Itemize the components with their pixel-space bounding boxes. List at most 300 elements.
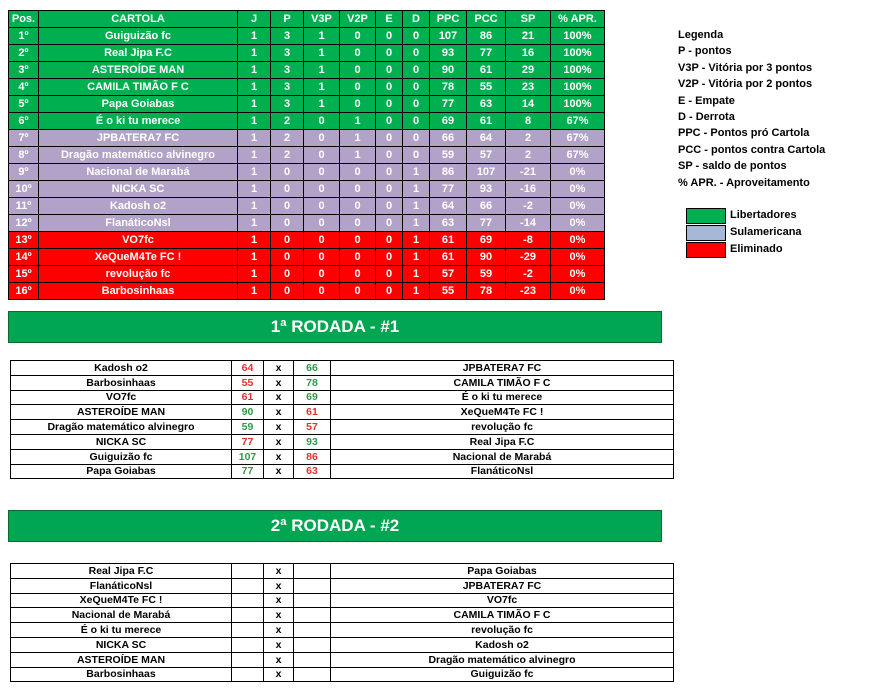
standings-cell-v3p: 1 <box>304 79 340 96</box>
standings-header-cell: V2P <box>340 11 376 28</box>
match-row <box>11 390 674 405</box>
standings-cell-p: 3 <box>271 45 304 62</box>
standings-cell-team: Nacional de Marabá <box>39 164 238 181</box>
standings-cell-team: Dragão matemático alvinegro <box>39 147 238 164</box>
standings-cell-e: 0 <box>376 28 403 45</box>
standings-cell-sp: 21 <box>506 28 551 45</box>
standings-row <box>9 62 605 79</box>
away-team: revolução fc <box>331 420 674 435</box>
legend-line: Legenda <box>678 29 724 41</box>
away-team: Guiguizão fc <box>331 667 674 682</box>
away-score: 61 <box>294 405 331 420</box>
versus-mark: x <box>264 593 294 608</box>
home-team: Real Jipa F.C <box>11 564 232 579</box>
home-score <box>232 667 264 682</box>
standings-cell-e: 0 <box>376 249 403 266</box>
standings-cell-j: 1 <box>238 45 271 62</box>
standings-row <box>9 232 605 249</box>
versus-mark: x <box>264 434 294 449</box>
standings-header-cell: PPC <box>430 11 467 28</box>
standings-cell-apr: 100% <box>551 62 605 79</box>
standings-table <box>8 10 605 300</box>
standings-cell-pcc: 77 <box>467 45 506 62</box>
standings-cell-ppc: 57 <box>430 266 467 283</box>
away-score: 57 <box>294 420 331 435</box>
standings-cell-sp: -29 <box>506 249 551 266</box>
zone-swatch <box>686 242 726 258</box>
versus-mark: x <box>264 361 294 376</box>
standings-cell-ppc: 69 <box>430 113 467 130</box>
standings-cell-p: 0 <box>271 232 304 249</box>
standings-cell-ppc: 64 <box>430 198 467 215</box>
standings-cell-d: 1 <box>403 266 430 283</box>
standings-cell-p: 0 <box>271 283 304 300</box>
home-team: NICKA SC <box>11 637 232 652</box>
standings-cell-ppc: 66 <box>430 130 467 147</box>
away-score <box>294 652 331 667</box>
standings-cell-d: 1 <box>403 232 430 249</box>
standings-cell-v2p: 0 <box>340 249 376 266</box>
standings-cell-ppc: 78 <box>430 79 467 96</box>
away-team: Papa Goiabas <box>331 564 674 579</box>
standings-cell-v2p: 1 <box>340 130 376 147</box>
away-score <box>294 564 331 579</box>
standings-cell-team: FlanáticoNsl <box>39 215 238 232</box>
match-row <box>11 652 674 667</box>
standings-cell-p: 0 <box>271 249 304 266</box>
home-team: Papa Goiabas <box>11 464 232 479</box>
standings-row <box>9 45 605 62</box>
standings-cell-v3p: 0 <box>304 181 340 198</box>
versus-mark: x <box>264 390 294 405</box>
standings-cell-v2p: 0 <box>340 28 376 45</box>
standings-cell-pcc: 63 <box>467 96 506 113</box>
standings-cell-pos: 16º <box>9 283 39 300</box>
standings-cell-e: 0 <box>376 96 403 113</box>
standings-cell-sp: 14 <box>506 96 551 113</box>
standings-cell-v2p: 1 <box>340 113 376 130</box>
legend-line: P - pontos <box>678 45 732 58</box>
standings-cell-j: 1 <box>238 198 271 215</box>
standings-cell-e: 0 <box>376 79 403 96</box>
standings-cell-v2p: 0 <box>340 45 376 62</box>
standings-cell-sp: 29 <box>506 62 551 79</box>
standings-cell-ppc: 55 <box>430 283 467 300</box>
standings-cell-apr: 0% <box>551 215 605 232</box>
versus-mark: x <box>264 375 294 390</box>
versus-mark: x <box>264 405 294 420</box>
standings-cell-team: VO7fc <box>39 232 238 249</box>
standings-cell-e: 0 <box>376 181 403 198</box>
standings-cell-e: 0 <box>376 215 403 232</box>
standings-cell-pcc: 66 <box>467 198 506 215</box>
versus-mark: x <box>264 420 294 435</box>
versus-mark: x <box>264 464 294 479</box>
standings-cell-pcc: 61 <box>467 62 506 79</box>
standings-cell-v3p: 1 <box>304 96 340 113</box>
legend-line: V2P - Vitória por 2 pontos <box>678 78 813 91</box>
away-team: É o ki tu merece <box>331 390 674 405</box>
standings-cell-v2p: 0 <box>340 62 376 79</box>
round2-title: 2ª RODADA - #2 <box>270 516 400 535</box>
match-row <box>11 623 674 638</box>
standings-cell-pcc: 86 <box>467 28 506 45</box>
home-team: FlanáticoNsl <box>11 578 232 593</box>
standings-cell-v3p: 0 <box>304 164 340 181</box>
home-team: VO7fc <box>11 390 232 405</box>
standings-row <box>9 113 605 130</box>
home-score <box>232 593 264 608</box>
standings-cell-p: 3 <box>271 79 304 96</box>
round2-banner <box>8 510 662 542</box>
standings-cell-team: XeQueM4Te FC ! <box>39 249 238 266</box>
legend-line: % APR. - Aproveitamento <box>678 176 810 189</box>
standings-cell-e: 0 <box>376 283 403 300</box>
standings-cell-v2p: 0 <box>340 215 376 232</box>
standings-cell-p: 0 <box>271 164 304 181</box>
standings-cell-apr: 0% <box>551 249 605 266</box>
standings-cell-v3p: 1 <box>304 45 340 62</box>
home-team: Nacional de Marabá <box>11 608 232 623</box>
away-score <box>294 608 331 623</box>
standings-row <box>9 215 605 232</box>
standings-cell-p: 0 <box>271 198 304 215</box>
standings-cell-j: 1 <box>238 232 271 249</box>
standings-cell-pos: 12º <box>9 215 39 232</box>
standings-cell-apr: 100% <box>551 45 605 62</box>
home-team: ASTEROÍDE MAN <box>11 652 232 667</box>
match-row <box>11 449 674 464</box>
standings-cell-d: 1 <box>403 198 430 215</box>
away-score: 66 <box>294 361 331 376</box>
standings-cell-apr: 100% <box>551 79 605 96</box>
standings-cell-e: 0 <box>376 266 403 283</box>
zone-swatch <box>686 225 726 241</box>
away-team: FlanáticoNsl <box>331 464 674 479</box>
standings-cell-team: Real Jipa F.C <box>39 45 238 62</box>
away-score: 63 <box>294 464 331 479</box>
match-row <box>11 464 674 479</box>
standings-cell-pcc: 107 <box>467 164 506 181</box>
standings-cell-ppc: 90 <box>430 62 467 79</box>
standings-cell-v3p: 1 <box>304 28 340 45</box>
match-row <box>11 593 674 608</box>
home-team: Barbosinhaas <box>11 667 232 682</box>
standings-cell-pcc: 61 <box>467 113 506 130</box>
away-team: Dragão matemático alvinegro <box>331 652 674 667</box>
standings-header-cell: V3P <box>304 11 340 28</box>
standings-row <box>9 266 605 283</box>
standings-cell-v3p: 1 <box>304 62 340 79</box>
standings-cell-team: CAMILA TIMÃO F C <box>39 79 238 96</box>
standings-header-cell: PCC <box>467 11 506 28</box>
standings-header-row <box>9 11 605 28</box>
standings-cell-team: ASTEROÍDE MAN <box>39 62 238 79</box>
away-team: XeQueM4Te FC ! <box>331 405 674 420</box>
standings-cell-j: 1 <box>238 79 271 96</box>
round1-matches-table <box>10 360 674 479</box>
standings-cell-p: 2 <box>271 147 304 164</box>
home-score: 55 <box>232 375 264 390</box>
standings-cell-team: JPBATERA7 FC <box>39 130 238 147</box>
standings-cell-d: 1 <box>403 164 430 181</box>
standings-cell-v2p: 0 <box>340 198 376 215</box>
home-score: 64 <box>232 361 264 376</box>
standings-header-cell: % APR. <box>551 11 605 28</box>
standings-cell-d: 0 <box>403 28 430 45</box>
standings-cell-v2p: 0 <box>340 96 376 113</box>
standings-cell-j: 1 <box>238 181 271 198</box>
standings-cell-d: 0 <box>403 45 430 62</box>
standings-cell-pcc: 78 <box>467 283 506 300</box>
standings-header-cell: D <box>403 11 430 28</box>
standings-cell-pos: 8º <box>9 147 39 164</box>
standings-header-cell: SP <box>506 11 551 28</box>
standings-cell-v3p: 0 <box>304 130 340 147</box>
standings-cell-v2p: 1 <box>340 147 376 164</box>
legend-line: PPC - Pontos pró Cartola <box>678 127 810 140</box>
match-row <box>11 375 674 390</box>
standings-cell-p: 3 <box>271 96 304 113</box>
legend-line: SP - saldo de pontos <box>678 160 787 173</box>
legend-line: V3P - Vitória por 3 pontos <box>678 61 813 74</box>
round1-title: 1ª RODADA - #1 <box>270 317 400 336</box>
standings-cell-pcc: 57 <box>467 147 506 164</box>
standings-cell-apr: 67% <box>551 130 605 147</box>
standings-cell-ppc: 86 <box>430 164 467 181</box>
standings-cell-e: 0 <box>376 198 403 215</box>
match-row <box>11 637 674 652</box>
home-score <box>232 623 264 638</box>
standings-cell-p: 0 <box>271 215 304 232</box>
versus-mark: x <box>264 667 294 682</box>
zone-label: Eliminado <box>730 243 783 255</box>
home-team: Barbosinhaas <box>11 375 232 390</box>
home-team: Guiguizão fc <box>11 449 232 464</box>
standings-row <box>9 79 605 96</box>
home-team: É o ki tu merece <box>11 623 232 638</box>
standings-cell-p: 3 <box>271 62 304 79</box>
away-score: 86 <box>294 449 331 464</box>
home-score <box>232 652 264 667</box>
standings-cell-pcc: 90 <box>467 249 506 266</box>
zone-label: Sulamericana <box>730 226 802 238</box>
standings-cell-p: 3 <box>271 28 304 45</box>
standings-cell-ppc: 61 <box>430 249 467 266</box>
standings-cell-d: 0 <box>403 113 430 130</box>
standings-cell-apr: 0% <box>551 232 605 249</box>
standings-cell-sp: -14 <box>506 215 551 232</box>
away-team: Nacional de Marabá <box>331 449 674 464</box>
standings-cell-p: 2 <box>271 113 304 130</box>
standings-cell-apr: 67% <box>551 113 605 130</box>
standings-cell-d: 0 <box>403 96 430 113</box>
away-team: VO7fc <box>331 593 674 608</box>
standings-cell-v3p: 0 <box>304 232 340 249</box>
match-row <box>11 578 674 593</box>
standings-cell-e: 0 <box>376 147 403 164</box>
zone-swatch <box>686 208 726 224</box>
standings-cell-pos: 9º <box>9 164 39 181</box>
standings-cell-d: 0 <box>403 79 430 96</box>
away-score: 93 <box>294 434 331 449</box>
standings-cell-v3p: 0 <box>304 215 340 232</box>
home-score: 77 <box>232 464 264 479</box>
legend-line: D - Derrota <box>678 111 735 123</box>
away-team: JPBATERA7 FC <box>331 361 674 376</box>
versus-mark: x <box>264 652 294 667</box>
standings-header-cell: E <box>376 11 403 28</box>
standings-cell-e: 0 <box>376 232 403 249</box>
standings-cell-ppc: 59 <box>430 147 467 164</box>
standings-row <box>9 28 605 45</box>
away-team: Kadosh o2 <box>331 637 674 652</box>
standings-cell-p: 2 <box>271 130 304 147</box>
standings-cell-pos: 1º <box>9 28 39 45</box>
standings-cell-team: Kadosh o2 <box>39 198 238 215</box>
standings-cell-v2p: 0 <box>340 266 376 283</box>
home-score <box>232 608 264 623</box>
standings-cell-sp: -2 <box>506 266 551 283</box>
home-team: NICKA SC <box>11 434 232 449</box>
standings-cell-v2p: 0 <box>340 283 376 300</box>
home-team: ASTEROÍDE MAN <box>11 405 232 420</box>
away-score: 69 <box>294 390 331 405</box>
home-score <box>232 564 264 579</box>
away-score: 78 <box>294 375 331 390</box>
standings-cell-v2p: 0 <box>340 232 376 249</box>
versus-mark: x <box>264 449 294 464</box>
standings-row <box>9 249 605 266</box>
standings-cell-sp: -16 <box>506 181 551 198</box>
standings-cell-apr: 0% <box>551 181 605 198</box>
standings-cell-d: 0 <box>403 147 430 164</box>
standings-cell-d: 0 <box>403 130 430 147</box>
standings-cell-v3p: 0 <box>304 249 340 266</box>
standings-cell-team: Papa Goiabas <box>39 96 238 113</box>
legend-line: PCC - pontos contra Cartola <box>678 143 826 156</box>
home-team: Dragão matemático alvinegro <box>11 420 232 435</box>
away-score <box>294 623 331 638</box>
standings-cell-sp: -21 <box>506 164 551 181</box>
standings-cell-sp: -8 <box>506 232 551 249</box>
match-row <box>11 405 674 420</box>
home-team: Kadosh o2 <box>11 361 232 376</box>
standings-cell-j: 1 <box>238 113 271 130</box>
away-team: revolução fc <box>331 623 674 638</box>
versus-mark: x <box>264 608 294 623</box>
standings-cell-v3p: 0 <box>304 283 340 300</box>
versus-mark: x <box>264 623 294 638</box>
standings-cell-team: Guiguizão fc <box>39 28 238 45</box>
away-team: Real Jipa F.C <box>331 434 674 449</box>
home-score: 59 <box>232 420 264 435</box>
standings-cell-ppc: 63 <box>430 215 467 232</box>
standings-cell-d: 1 <box>403 181 430 198</box>
standings-cell-sp: -2 <box>506 198 551 215</box>
standings-cell-team: Barbosinhaas <box>39 283 238 300</box>
standings-cell-pos: 4º <box>9 79 39 96</box>
standings-cell-d: 1 <box>403 283 430 300</box>
standings-cell-j: 1 <box>238 215 271 232</box>
home-score <box>232 637 264 652</box>
standings-cell-p: 0 <box>271 181 304 198</box>
standings-cell-pcc: 55 <box>467 79 506 96</box>
standings-body <box>9 28 605 300</box>
standings-cell-p: 0 <box>271 266 304 283</box>
standings-cell-d: 1 <box>403 249 430 266</box>
home-score: 90 <box>232 405 264 420</box>
standings-cell-ppc: 77 <box>430 181 467 198</box>
home-score: 61 <box>232 390 264 405</box>
standings-row <box>9 164 605 181</box>
standings-cell-j: 1 <box>238 62 271 79</box>
standings-cell-team: É o ki tu merece <box>39 113 238 130</box>
standings-header-cell: P <box>271 11 304 28</box>
standings-cell-pos: 10º <box>9 181 39 198</box>
standings-row <box>9 147 605 164</box>
away-score <box>294 637 331 652</box>
standings-header-cell: CARTOLA <box>39 11 238 28</box>
standings-cell-j: 1 <box>238 96 271 113</box>
away-score <box>294 593 331 608</box>
standings-cell-j: 1 <box>238 164 271 181</box>
standings-cell-v3p: 0 <box>304 266 340 283</box>
standings-cell-apr: 100% <box>551 96 605 113</box>
standings-cell-ppc: 93 <box>430 45 467 62</box>
standings-cell-v3p: 0 <box>304 147 340 164</box>
standings-row <box>9 198 605 215</box>
away-team: CAMILA TIMÃO F C <box>331 608 674 623</box>
standings-row <box>9 130 605 147</box>
standings-cell-team: NICKA SC <box>39 181 238 198</box>
standings-cell-apr: 100% <box>551 28 605 45</box>
zone-label: Libertadores <box>730 209 797 221</box>
legend-line: E - Empate <box>678 94 735 107</box>
round2-matches-table <box>10 563 674 682</box>
standings-cell-j: 1 <box>238 249 271 266</box>
standings-cell-j: 1 <box>238 147 271 164</box>
standings-cell-pos: 5º <box>9 96 39 113</box>
home-score: 77 <box>232 434 264 449</box>
standings-cell-pos: 15º <box>9 266 39 283</box>
standings-cell-j: 1 <box>238 283 271 300</box>
standings-cell-pos: 3º <box>9 62 39 79</box>
away-team: CAMILA TIMÃO F C <box>331 375 674 390</box>
home-score <box>232 578 264 593</box>
standings-header-cell: J <box>238 11 271 28</box>
standings-cell-e: 0 <box>376 164 403 181</box>
standings-cell-team: revolução fc <box>39 266 238 283</box>
home-score: 107 <box>232 449 264 464</box>
standings-cell-pcc: 77 <box>467 215 506 232</box>
standings-cell-d: 1 <box>403 215 430 232</box>
standings-cell-sp: 16 <box>506 45 551 62</box>
standings-cell-sp: 2 <box>506 147 551 164</box>
versus-mark: x <box>264 564 294 579</box>
standings-cell-j: 1 <box>238 130 271 147</box>
standings-cell-e: 0 <box>376 113 403 130</box>
standings-cell-v2p: 0 <box>340 79 376 96</box>
standings-cell-apr: 0% <box>551 266 605 283</box>
standings-cell-apr: 67% <box>551 147 605 164</box>
match-row <box>11 434 674 449</box>
standings-cell-pos: 2º <box>9 45 39 62</box>
standings-cell-ppc: 77 <box>430 96 467 113</box>
standings-cell-pcc: 59 <box>467 266 506 283</box>
match-row <box>11 361 674 376</box>
standings-cell-pcc: 64 <box>467 130 506 147</box>
